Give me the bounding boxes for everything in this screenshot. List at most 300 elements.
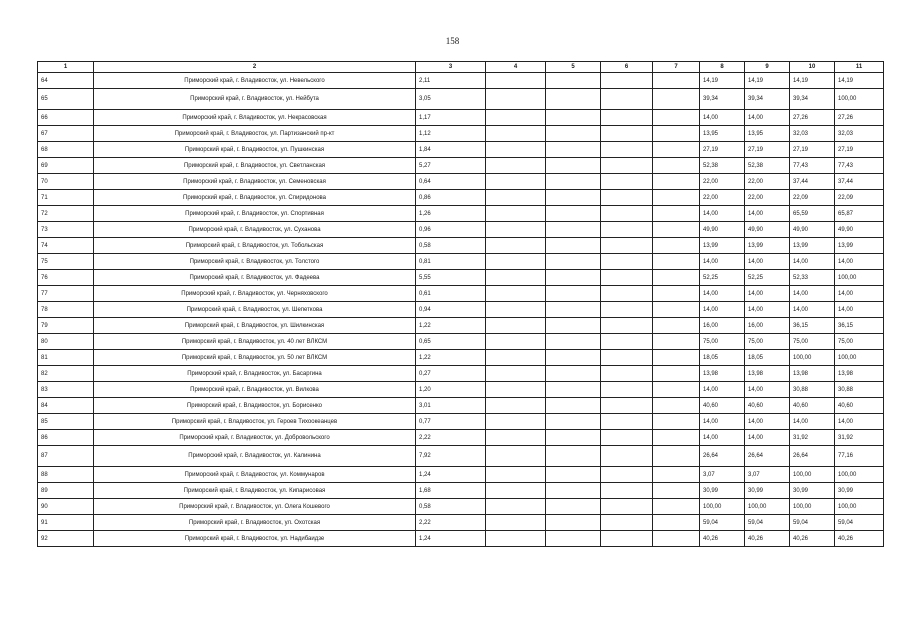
address-cell: Приморский край, г. Владивосток, ул. Нейбута [94,89,416,110]
value-col-3: 0,27 [416,366,486,382]
empty-col-5 [546,206,601,222]
value-col-3: 2,22 [416,430,486,446]
value-col-9: 14,00 [745,254,790,270]
column-header-8: 8 [700,62,745,73]
empty-col-4 [486,190,546,206]
value-col-8: 22,00 [700,190,745,206]
empty-col-4 [486,499,546,515]
value-col-9: 14,00 [745,430,790,446]
table-row [38,158,884,174]
table-row [38,254,884,270]
empty-col-7 [653,398,700,414]
table-row [38,238,884,254]
column-header-7: 7 [653,62,700,73]
value-col-11: 65,87 [835,206,884,222]
value-col-8: 18,05 [700,350,745,366]
value-col-10: 75,00 [790,334,835,350]
empty-col-4 [486,254,546,270]
value-col-10: 40,26 [790,531,835,547]
table-row [38,318,884,334]
value-col-3: 1,68 [416,483,486,499]
empty-col-6 [601,270,653,286]
empty-col-7 [653,206,700,222]
value-col-8: 14,00 [700,382,745,398]
empty-col-6 [601,446,653,467]
row-number: 66 [38,110,94,126]
empty-col-5 [546,414,601,430]
value-col-10: 22,09 [790,190,835,206]
value-col-10: 32,03 [790,126,835,142]
row-number: 77 [38,286,94,302]
value-col-10: 49,90 [790,222,835,238]
empty-col-7 [653,174,700,190]
row-number: 70 [38,174,94,190]
address-cell: Приморский край, г. Владивосток, ул. Шилкинская [94,318,416,334]
value-col-8: 22,00 [700,174,745,190]
empty-col-7 [653,318,700,334]
value-col-9: 39,34 [745,89,790,110]
value-col-3: 0,77 [416,414,486,430]
value-col-3: 0,65 [416,334,486,350]
value-col-3: 7,92 [416,446,486,467]
value-col-11: 14,19 [835,73,884,89]
value-col-3: 5,27 [416,158,486,174]
empty-col-4 [486,483,546,499]
empty-col-5 [546,531,601,547]
value-col-9: 59,04 [745,515,790,531]
empty-col-7 [653,158,700,174]
value-col-10: 59,04 [790,515,835,531]
empty-col-4 [486,158,546,174]
address-cell: Приморский край, г. Владивосток, ул. Олега Кошевого [94,499,416,515]
value-col-3: 2,11 [416,73,486,89]
value-col-9: 16,00 [745,318,790,334]
address-cell: Приморский край, г. Владивосток, ул. Фадеева [94,270,416,286]
empty-col-6 [601,190,653,206]
value-col-9: 22,00 [745,174,790,190]
table-row [38,190,884,206]
empty-col-4 [486,302,546,318]
value-col-10: 13,99 [790,238,835,254]
empty-col-7 [653,126,700,142]
value-col-9: 40,26 [745,531,790,547]
column-header-10: 10 [790,62,835,73]
value-col-9: 40,60 [745,398,790,414]
column-header-11: 11 [835,62,884,73]
address-cell: Приморский край, г. Владивосток, ул. Басаргина [94,366,416,382]
empty-col-6 [601,254,653,270]
empty-col-7 [653,531,700,547]
row-number: 79 [38,318,94,334]
empty-col-5 [546,382,601,398]
empty-col-6 [601,398,653,414]
empty-col-6 [601,366,653,382]
row-number: 87 [38,446,94,467]
empty-col-6 [601,126,653,142]
value-col-11: 100,00 [835,89,884,110]
empty-col-7 [653,414,700,430]
value-col-9: 100,00 [745,499,790,515]
value-col-8: 39,34 [700,89,745,110]
address-cell: Приморский край, г. Владивосток, ул. Некрасовская [94,110,416,126]
table-row [38,366,884,382]
value-col-8: 27,19 [700,142,745,158]
row-number: 85 [38,414,94,430]
address-cell: Приморский край, г. Владивосток, ул. Невельского [94,73,416,89]
address-cell: Приморский край, г. Владивосток, ул. Семеновская [94,174,416,190]
value-col-11: 14,00 [835,286,884,302]
value-col-11: 30,88 [835,382,884,398]
value-col-3: 2,22 [416,515,486,531]
empty-col-7 [653,270,700,286]
empty-col-7 [653,467,700,483]
empty-col-6 [601,110,653,126]
empty-col-4 [486,110,546,126]
empty-col-6 [601,318,653,334]
empty-col-5 [546,190,601,206]
empty-col-4 [486,430,546,446]
table-row [38,414,884,430]
row-number: 92 [38,531,94,547]
value-col-11: 100,00 [835,499,884,515]
value-col-10: 26,64 [790,446,835,467]
address-cell: Приморский край, г. Владивосток, ул. Партизанский пр-кт [94,126,416,142]
address-cell: Приморский край, г. Владивосток, ул. Вилкова [94,382,416,398]
empty-col-4 [486,126,546,142]
value-col-11: 14,00 [835,414,884,430]
value-col-8: 14,00 [700,430,745,446]
address-cell: Приморский край, г. Владивосток, ул. Шепеткова [94,302,416,318]
empty-col-6 [601,531,653,547]
value-col-10: 13,98 [790,366,835,382]
empty-col-5 [546,318,601,334]
column-header-4: 4 [486,62,546,73]
column-header-9: 9 [745,62,790,73]
table-row [38,142,884,158]
value-col-11: 40,26 [835,531,884,547]
value-col-11: 31,92 [835,430,884,446]
value-col-8: 30,99 [700,483,745,499]
empty-col-4 [486,446,546,467]
page-number: 158 [445,36,460,46]
address-cell: Приморский край, г. Владивосток, ул. Пушкинская [94,142,416,158]
value-col-11: 36,15 [835,318,884,334]
empty-col-6 [601,350,653,366]
empty-col-6 [601,286,653,302]
empty-col-5 [546,254,601,270]
empty-col-5 [546,286,601,302]
empty-col-4 [486,238,546,254]
empty-col-5 [546,89,601,110]
value-col-3: 0,81 [416,254,486,270]
value-col-3: 0,58 [416,499,486,515]
row-number: 82 [38,366,94,382]
value-col-11: 37,44 [835,174,884,190]
value-col-8: 14,00 [700,414,745,430]
table-row [38,515,884,531]
row-number: 69 [38,158,94,174]
empty-col-5 [546,302,601,318]
row-number: 80 [38,334,94,350]
value-col-11: 27,26 [835,110,884,126]
value-col-9: 52,38 [745,158,790,174]
table-row [38,382,884,398]
value-col-9: 14,00 [745,206,790,222]
empty-col-4 [486,286,546,302]
value-col-8: 49,90 [700,222,745,238]
value-col-8: 40,60 [700,398,745,414]
address-cell: Приморский край, г. Владивосток, ул. Борисенко [94,398,416,414]
value-col-11: 100,00 [835,467,884,483]
empty-col-4 [486,73,546,89]
table-row [38,126,884,142]
empty-col-5 [546,366,601,382]
address-cell: Приморский край, г. Владивосток, ул. Тобольская [94,238,416,254]
table-row [38,206,884,222]
value-col-10: 14,19 [790,73,835,89]
empty-col-4 [486,270,546,286]
column-header-1: 1 [38,62,94,73]
table-row [38,350,884,366]
empty-col-4 [486,350,546,366]
table-row [38,398,884,414]
empty-col-6 [601,222,653,238]
value-col-8: 16,00 [700,318,745,334]
address-cell: Приморский край, г. Владивосток, ул. Героев Тихоокеанцев [94,414,416,430]
value-col-11: 32,03 [835,126,884,142]
value-col-9: 13,95 [745,126,790,142]
empty-col-7 [653,302,700,318]
empty-col-4 [486,142,546,158]
column-header-3: 3 [416,62,486,73]
value-col-10: 27,26 [790,110,835,126]
empty-col-7 [653,73,700,89]
table-row [38,73,884,89]
empty-col-5 [546,499,601,515]
value-col-3: 0,64 [416,174,486,190]
address-cell: Приморский край, г. Владивосток, ул. Добровольского [94,430,416,446]
value-col-9: 14,00 [745,110,790,126]
value-col-9: 3,07 [745,467,790,483]
address-cell: Приморский край, г. Владивосток, ул. Толстого [94,254,416,270]
value-col-11: 22,09 [835,190,884,206]
value-col-10: 100,00 [790,499,835,515]
value-col-3: 1,22 [416,350,486,366]
empty-col-7 [653,238,700,254]
value-col-10: 100,00 [790,467,835,483]
table-row [38,334,884,350]
row-number: 71 [38,190,94,206]
empty-col-7 [653,446,700,467]
value-col-3: 3,05 [416,89,486,110]
value-col-10: 39,34 [790,89,835,110]
column-header-6: 6 [601,62,653,73]
empty-col-5 [546,483,601,499]
empty-col-7 [653,483,700,499]
address-cell: Приморский край, г. Владивосток, ул. 40 лет ВЛКСМ [94,334,416,350]
empty-col-4 [486,398,546,414]
row-number: 67 [38,126,94,142]
table-row [38,430,884,446]
value-col-11: 40,60 [835,398,884,414]
row-number: 65 [38,89,94,110]
empty-col-7 [653,350,700,366]
empty-col-4 [486,531,546,547]
address-cell: Приморский край, г. Владивосток, ул. 50 лет ВЛКСМ [94,350,416,366]
empty-col-7 [653,499,700,515]
table-row [38,222,884,238]
value-col-11: 13,98 [835,366,884,382]
value-col-9: 18,05 [745,350,790,366]
value-col-11: 100,00 [835,350,884,366]
value-col-10: 37,44 [790,174,835,190]
value-col-10: 52,33 [790,270,835,286]
empty-col-4 [486,206,546,222]
value-col-8: 14,00 [700,110,745,126]
empty-col-7 [653,515,700,531]
column-header-5: 5 [546,62,601,73]
value-col-8: 14,00 [700,286,745,302]
empty-col-4 [486,467,546,483]
row-number: 91 [38,515,94,531]
row-number: 81 [38,350,94,366]
address-cell: Приморский край, г. Владивосток, ул. Калинина [94,446,416,467]
empty-col-5 [546,334,601,350]
empty-col-5 [546,350,601,366]
address-cell: Приморский край, г. Владивосток, ул. Спортивная [94,206,416,222]
row-number: 89 [38,483,94,499]
address-cell: Приморский край, г. Владивосток, ул. Кипарисовая [94,483,416,499]
value-col-8: 52,25 [700,270,745,286]
value-col-9: 52,25 [745,270,790,286]
empty-col-7 [653,334,700,350]
value-col-3: 1,20 [416,382,486,398]
row-number: 73 [38,222,94,238]
empty-col-6 [601,483,653,499]
value-col-3: 1,22 [416,318,486,334]
empty-col-7 [653,190,700,206]
value-col-11: 59,04 [835,515,884,531]
address-cell: Приморский край, г. Владивосток, ул. Суханова [94,222,416,238]
value-col-11: 13,99 [835,238,884,254]
value-col-9: 27,19 [745,142,790,158]
row-number: 68 [38,142,94,158]
row-number: 90 [38,499,94,515]
value-col-11: 77,43 [835,158,884,174]
address-cell: Приморский край, г. Владивосток, ул. Спиридонова [94,190,416,206]
value-col-9: 26,64 [745,446,790,467]
value-col-3: 1,26 [416,206,486,222]
empty-col-4 [486,318,546,334]
row-number: 64 [38,73,94,89]
table-row [38,286,884,302]
value-col-3: 3,01 [416,398,486,414]
value-col-10: 14,00 [790,286,835,302]
row-number: 88 [38,467,94,483]
empty-col-6 [601,174,653,190]
empty-col-6 [601,158,653,174]
empty-col-5 [546,158,601,174]
value-col-10: 31,92 [790,430,835,446]
address-cell: Приморский край, г. Владивосток, ул. Охотская [94,515,416,531]
value-col-3: 5,55 [416,270,486,286]
value-col-3: 1,12 [416,126,486,142]
empty-col-5 [546,430,601,446]
row-number: 84 [38,398,94,414]
value-col-3: 0,58 [416,238,486,254]
value-col-10: 30,88 [790,382,835,398]
value-col-9: 13,99 [745,238,790,254]
empty-col-4 [486,334,546,350]
empty-col-7 [653,110,700,126]
empty-col-4 [486,89,546,110]
value-col-3: 1,24 [416,467,486,483]
empty-col-6 [601,334,653,350]
empty-col-7 [653,142,700,158]
empty-col-6 [601,89,653,110]
value-col-11: 14,00 [835,254,884,270]
empty-col-6 [601,382,653,398]
value-col-9: 14,00 [745,414,790,430]
table-row [38,467,884,483]
empty-col-7 [653,286,700,302]
row-number: 75 [38,254,94,270]
empty-col-7 [653,382,700,398]
empty-col-5 [546,222,601,238]
row-number: 86 [38,430,94,446]
value-col-8: 14,00 [700,302,745,318]
empty-col-7 [653,254,700,270]
value-col-11: 27,19 [835,142,884,158]
value-col-10: 77,43 [790,158,835,174]
column-header-2: 2 [94,62,416,73]
empty-col-5 [546,73,601,89]
value-col-11: 49,90 [835,222,884,238]
empty-col-6 [601,206,653,222]
value-col-11: 30,99 [835,483,884,499]
empty-col-4 [486,174,546,190]
empty-col-6 [601,238,653,254]
table-row [38,270,884,286]
value-col-8: 13,99 [700,238,745,254]
value-col-11: 14,00 [835,302,884,318]
value-col-10: 40,60 [790,398,835,414]
address-cell: Приморский край, г. Владивосток, ул. Коммунаров [94,467,416,483]
value-col-8: 13,98 [700,366,745,382]
value-col-9: 13,98 [745,366,790,382]
empty-col-5 [546,238,601,254]
address-cell: Приморский край, г. Владивосток, ул. Надибаидзе [94,531,416,547]
value-col-8: 14,19 [700,73,745,89]
value-col-10: 27,19 [790,142,835,158]
row-number: 83 [38,382,94,398]
value-col-8: 13,95 [700,126,745,142]
address-cell: Приморский край, г. Владивосток, ул. Черняховского [94,286,416,302]
table-row [38,89,884,110]
row-number: 72 [38,206,94,222]
value-col-8: 26,64 [700,446,745,467]
empty-col-4 [486,515,546,531]
value-col-10: 14,00 [790,302,835,318]
empty-col-5 [546,467,601,483]
row-number: 74 [38,238,94,254]
empty-col-5 [546,174,601,190]
row-number: 76 [38,270,94,286]
value-col-8: 75,00 [700,334,745,350]
value-col-10: 14,00 [790,254,835,270]
empty-col-7 [653,366,700,382]
value-col-11: 75,00 [835,334,884,350]
